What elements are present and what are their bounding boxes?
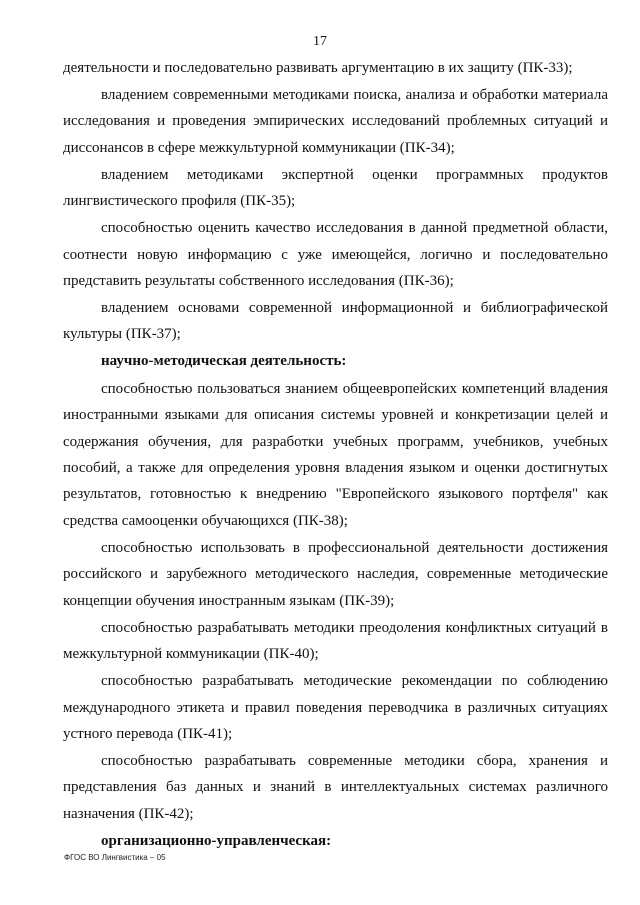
section-heading: научно-методическая деятельность: [101,353,347,370]
paragraph: владением методиками экспертной оценки программных продуктов лингвистического профиля (ПК-35); [63,166,608,210]
paragraph: владением основами современной информационной и библиографической культуры (ПК-37); [63,300,608,343]
paragraph: способностью оценить качество исследования в данной предметной области, соотнести новую информацию с уже имеющейся, логично и последовательно представить результаты собственного исследования (ПК-36); [63,220,608,290]
paragraph: способностью разрабатывать методические рекомендации по соблюдению международного этикета и правил поведения переводчика в различных ситуациях устного перевода (ПК-41); [63,673,608,742]
page-number: 17 [313,34,327,49]
paragraph: способностью использовать в профессиональной деятельности достижения российского и зарубежного методического наследия, современные методические концепции обучения иностранным языкам (ПК-39); [63,539,608,609]
section-heading: организационно-управленческая: [101,832,332,849]
paragraph: способностью пользоваться знанием общеевропейских компетенций владения иностранными языками для описания системы уровней и конкретизации целей и содержания обучения, для разработки учебных программ, учебников, учебных пособий, а также для определения уровня владения языком и оценки достигнутых результатов, готовностью к внедрению "Европейского языкового портфеля" как средства самооценки обучающихся (ПК-38); [63,380,608,529]
paragraph: способностью разрабатывать современные методики сбора, хранения и представления баз данных и знаний в интеллектуальных системах различного назначения (ПК-42); [63,752,608,822]
footer-label: ФГОС ВО Лингвистика – 05 [64,853,166,862]
paragraph: владением современными методиками поиска, анализа и обработки материала исследования и проведения эмпирических исследований проблемных ситуаций и диссонансов в сфере межкультурной коммуникации (ПК-34); [63,87,608,156]
document-body [63,55,608,855]
paragraph: деятельности и последовательно развивать аргументацию в их защиту (ПК-33); [63,60,573,76]
paragraph: способностью разрабатывать методики преодоления конфликтных ситуаций в межкультурной коммуникации (ПК-40); [63,619,608,663]
